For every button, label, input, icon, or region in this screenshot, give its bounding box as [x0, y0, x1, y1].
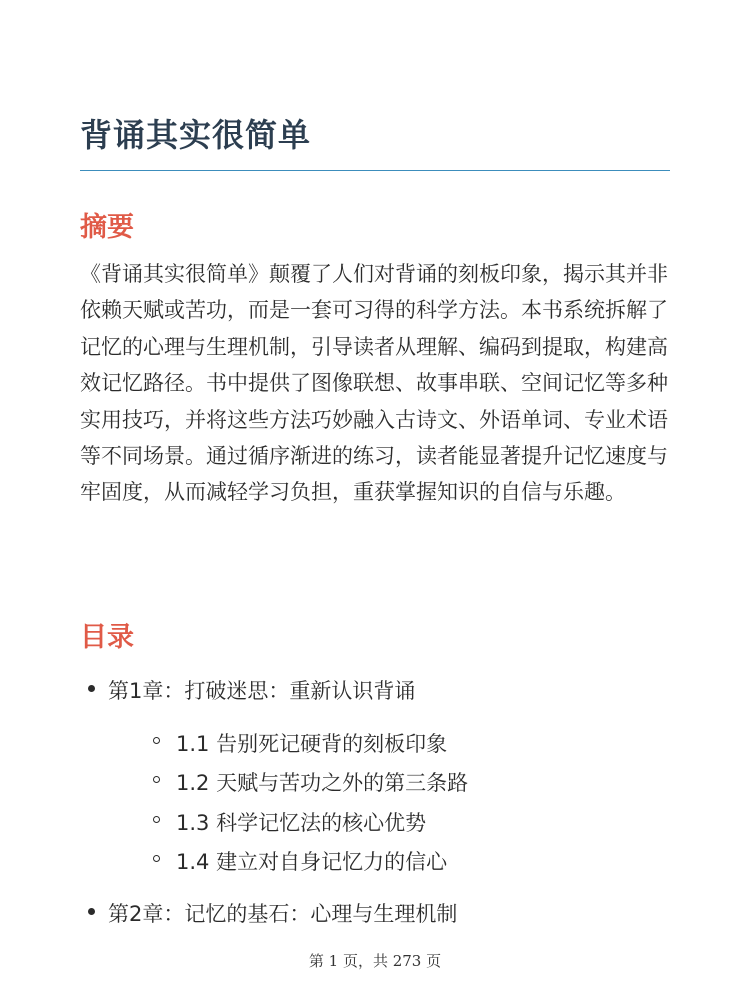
- toc-section-label: 1.2 天赋与苦功之外的第三条路: [176, 771, 469, 795]
- toc-chapter-label: 第2章：记忆的基石：心理与生理机制: [108, 902, 458, 926]
- toc-section-label: 1.4 建立对自身记忆力的信心: [176, 850, 448, 874]
- toc-heading: 目录: [80, 622, 134, 653]
- abstract-heading: 摘要: [80, 212, 134, 243]
- toc-section-label: 1.3 科学记忆法的核心优势: [176, 811, 427, 835]
- circle-bullet-icon: [153, 816, 160, 823]
- toc-section-label: 1.1 告别死记硬背的刻板印象: [176, 732, 448, 756]
- document-title: 背诵其实很简单: [80, 116, 312, 154]
- toc-section-1-1[interactable]: [176, 728, 447, 758]
- title-divider: [80, 170, 670, 171]
- toc-chapter-2[interactable]: [108, 898, 457, 928]
- toc-chapter-label: 第1章：打破迷思：重新认识背诵: [108, 679, 416, 703]
- bullet-icon: [88, 685, 95, 692]
- bullet-icon: [88, 908, 95, 915]
- abstract-text: 《背诵其实很简单》颠覆了人们对背诵的刻板印象，揭示其并非依赖天赋或苦功，而是一套可习得的科学方法。本书系统拆解了记忆的心理与生理机制，引导读者从理解、编码到提取，构建高效记忆路径。书中提供了图像联想、故事串联、空间记忆等多种实用技巧，并将这些方法巧妙融入古诗文、外语单词、专业术语等不同场景。通过循序渐进的练习，读者能显著提升记忆速度与牢固度，从而减轻学习负担，重获掌握知识的自信与乐趣。: [80, 262, 668, 505]
- toc-section-1-3[interactable]: [176, 807, 426, 837]
- page-number: 第 1 页，共 273 页: [308, 952, 442, 970]
- circle-bullet-icon: [153, 737, 160, 744]
- toc-section-1-4[interactable]: [176, 846, 447, 876]
- circle-bullet-icon: [153, 776, 160, 783]
- circle-bullet-icon: [153, 855, 160, 862]
- toc-chapter-1[interactable]: [108, 675, 415, 705]
- toc-section-1-2[interactable]: [176, 767, 468, 797]
